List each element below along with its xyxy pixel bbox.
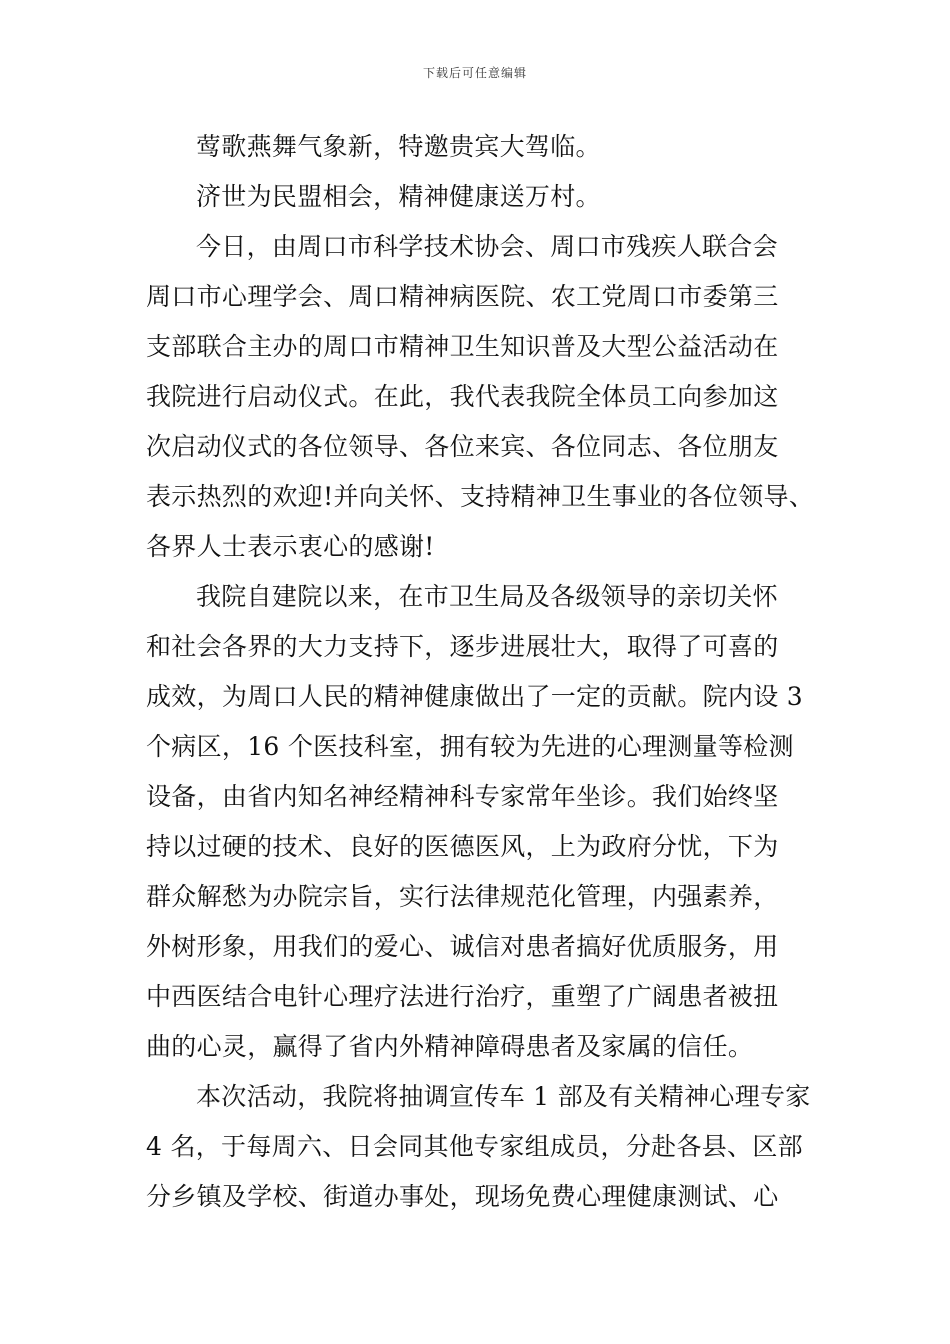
text-line: 我院进行启动仪式。在此，我代表我院全体员工向参加这 [146,382,779,411]
text-line: 设备，由省内知名神经精神科专家常年坐诊。我们始终坚 [146,782,779,811]
text-line: 次启动仪式的各位领导、各位来宾、各位同志、各位朋友 [146,432,779,461]
text-line: 支部联合主办的周口市精神卫生知识普及大型公益活动在 [146,332,779,361]
text-line: 群众解愁为办院宗旨，实行法律规范化管理，内强素养， [146,882,779,911]
text-line: 济世为民盟相会，精神健康送万村。 [196,182,601,211]
text-line: 持以过硬的技术、良好的医德医风，上为政府分忧，下为 [146,832,779,861]
text-line: 和社会各界的大力支持下，逐步进展壮大，取得了可喜的 [146,632,779,661]
text-line: 表示热烈的欢迎!并向关怀、支持精神卫生事业的各位领导、 [146,482,815,511]
text-line: 成效，为周口人民的精神健康做出了一定的贡献。院内设 3 [146,682,803,711]
text-line: 曲的心灵，赢得了省内外精神障碍患者及家属的信任。 [146,1032,754,1061]
text-line: 本次活动，我院将抽调宣传车 1 部及有关精神心理专家 [196,1082,811,1111]
text-line: 周口市心理学会、周口精神病医院、农工党周口市委第三 [146,282,779,311]
text-line: 中西医结合电针心理疗法进行治疗，重塑了广阔患者被扭 [146,982,779,1011]
text-line: 今日，由周口市科学技术协会、周口市残疾人联合会 [196,232,778,261]
text-line: 我院自建院以来，在市卫生局及各级领导的亲切关怀 [196,582,778,611]
text-line: 莺歌燕舞气象新，特邀贵宾大驾临。 [196,132,601,161]
text-line: 4 名，于每周六、日会同其他专家组成员，分赴各县、区部 [146,1132,803,1161]
page-header-note: 下载后可任意编辑 [422,66,527,80]
document-body [146,122,826,1222]
text-line: 外树形象，用我们的爱心、诚信对患者搞好优质服务，用 [146,932,779,961]
text-line: 各界人士表示衷心的感谢! [146,532,435,561]
text-line: 分乡镇及学校、街道办事处，现场免费心理健康测试、心 [146,1182,779,1211]
text-line: 个病区，16 个医技科室，拥有较为先进的心理测量等检测 [146,732,794,761]
